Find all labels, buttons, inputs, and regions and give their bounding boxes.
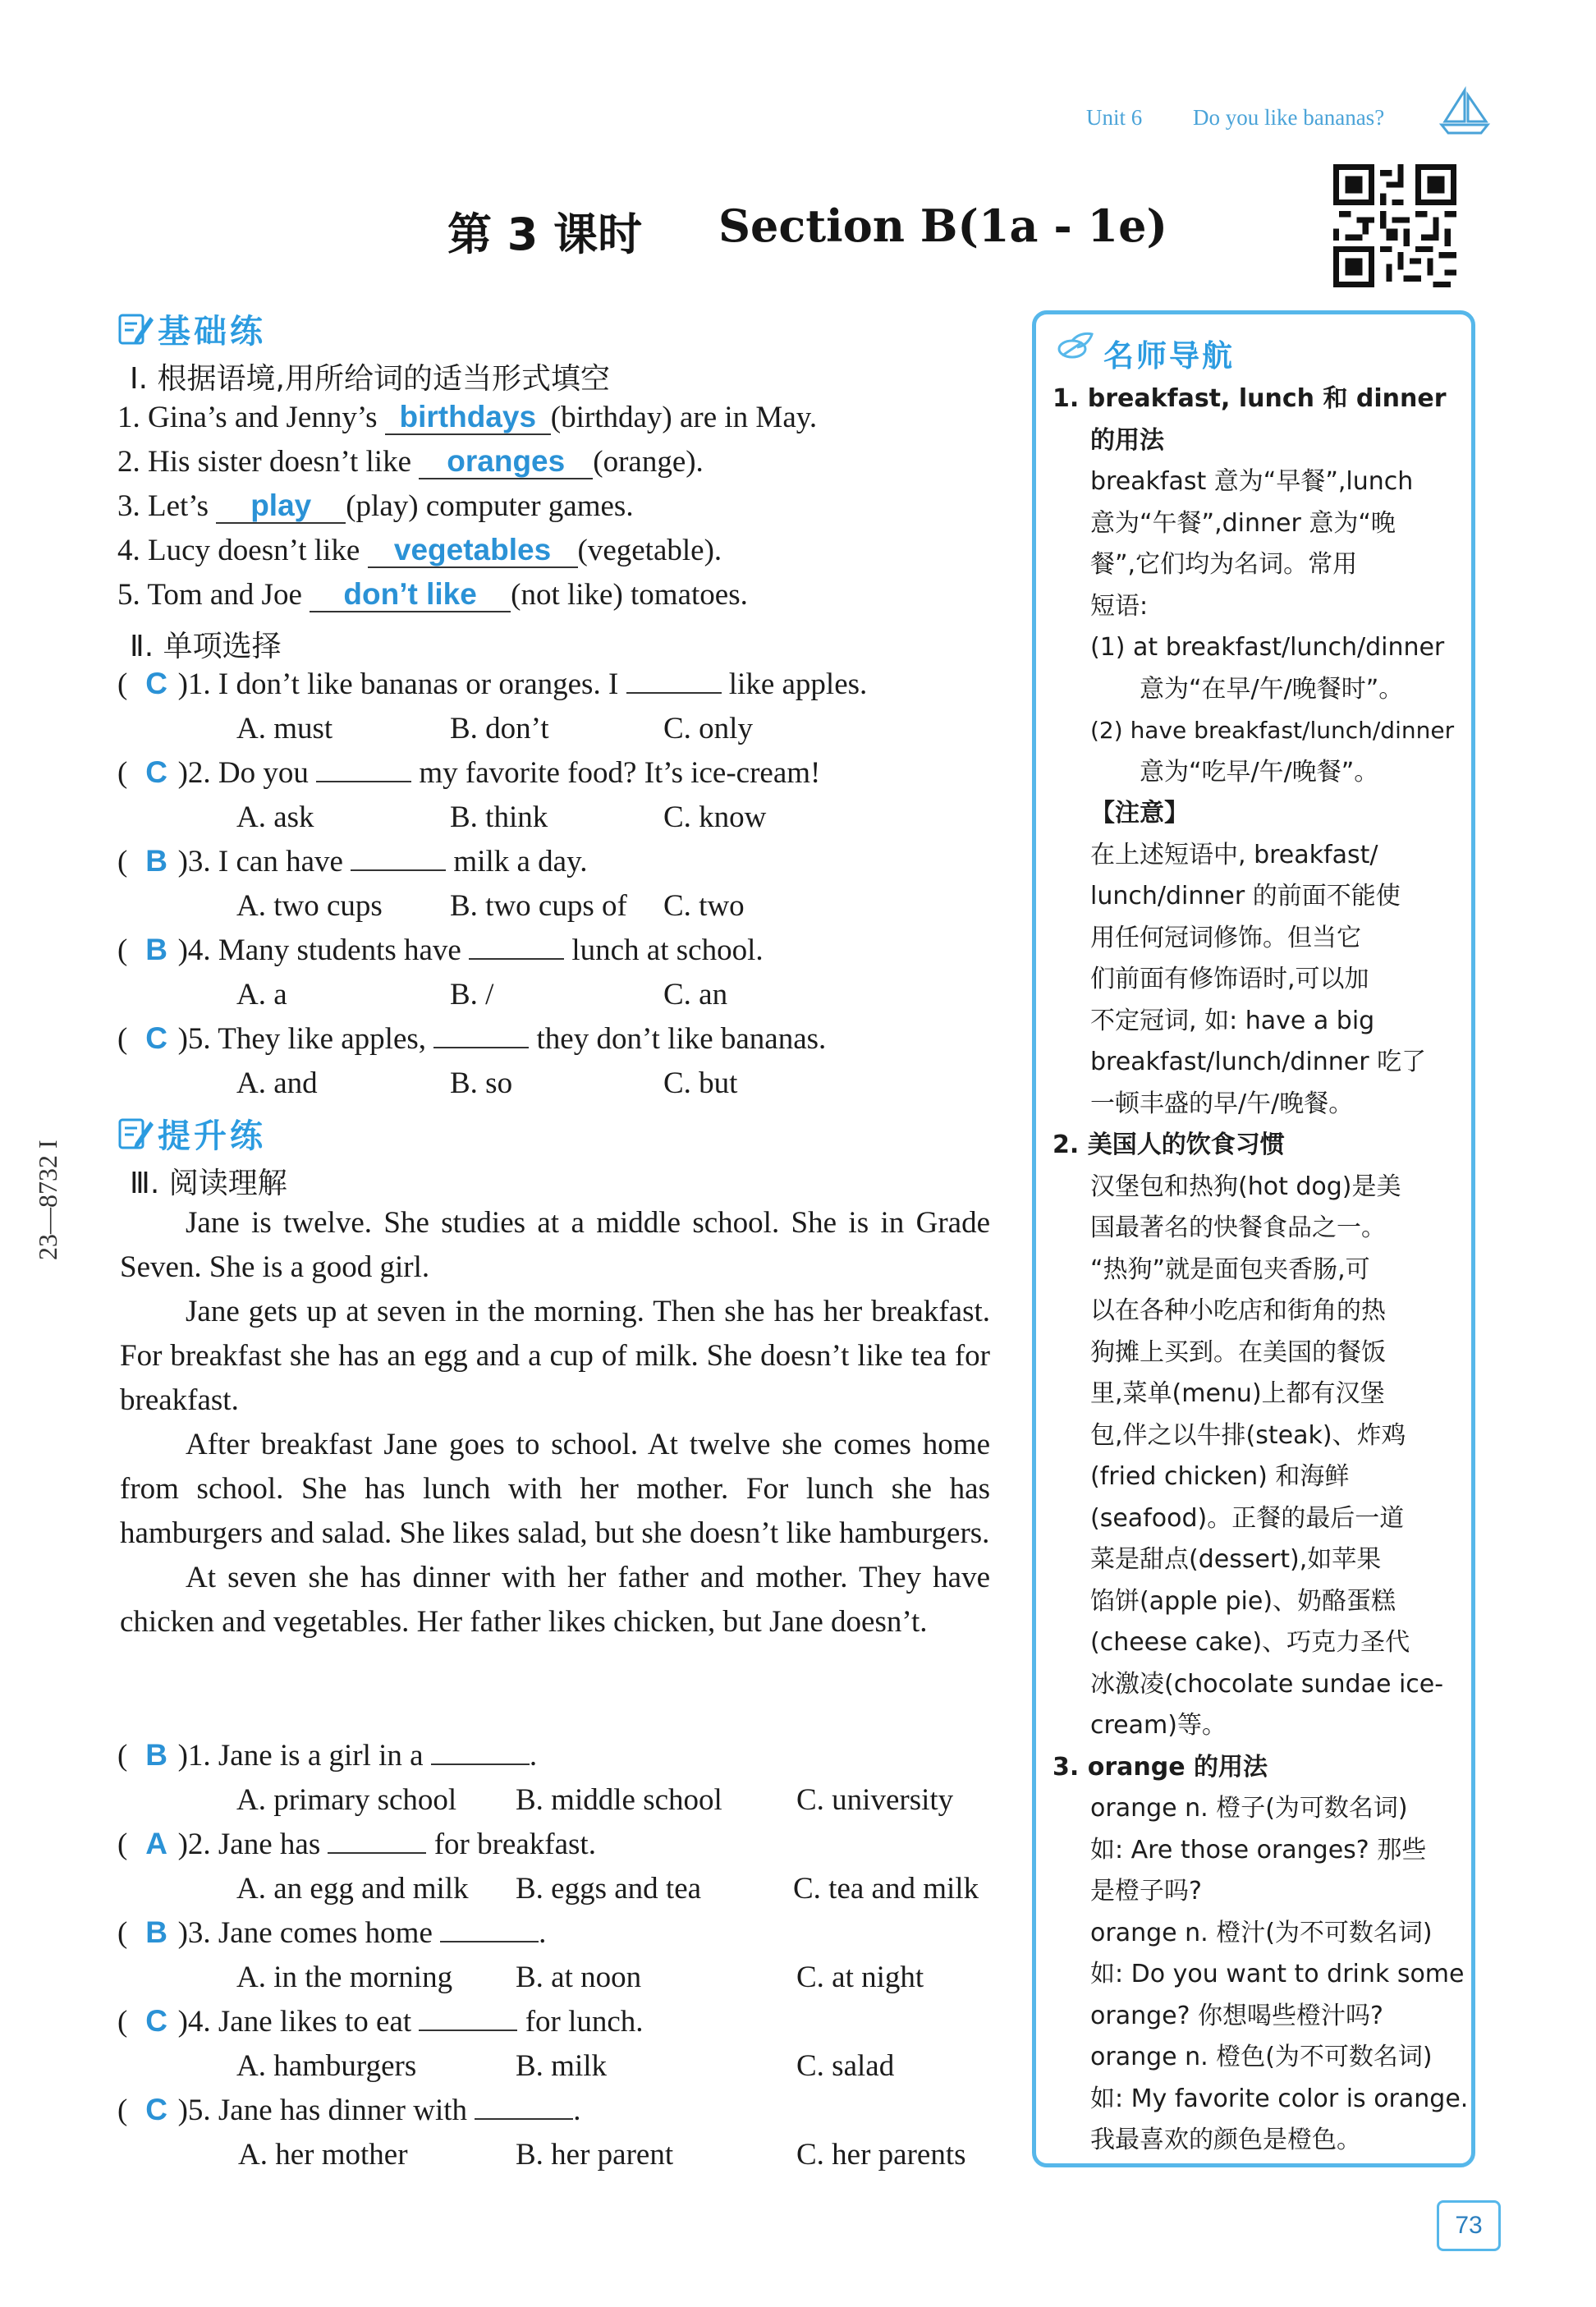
choice-option[interactable]: C. know [663, 800, 767, 834]
panel-line: orange n. 橙色(为不可数名词) [1090, 2043, 1433, 2071]
choice-option[interactable]: C. at night [796, 1961, 924, 1994]
panel-line: lunch/dinner 的前面不能使 [1090, 882, 1401, 910]
panel-line: breakfast 意为“早餐”,lunch [1090, 467, 1414, 496]
panel-line: (2) have breakfast/lunch/dinner [1090, 717, 1455, 744]
panel-line: 意为“在早/午/晚餐时”。 [1140, 674, 1404, 704]
compass-leaf-icon [1056, 331, 1095, 364]
panel-line: (fried chicken) 和海鲜 [1090, 1462, 1350, 1491]
panel-line: 意为“午餐”,dinner 意为“晚 [1090, 508, 1396, 538]
panel-line: 如: Do you want to drink some [1090, 1960, 1465, 1988]
choice-option[interactable]: A. primary school [236, 1783, 457, 1817]
pencil-note-icon [117, 1115, 155, 1151]
fill-item-4: 4. Lucy doesn’t like vegetables (vegetable). [117, 533, 722, 567]
side-code-wrap [33, 1096, 62, 1260]
choice-question-2: ( C )2. Do you my favorite food? It’s ice-cream! [117, 755, 821, 790]
choice-option[interactable]: B. at noon [516, 1961, 642, 1994]
reading-question-1: ( B )1. Jane is a girl in a . [117, 1738, 538, 1773]
choice-option[interactable]: B. milk [516, 2049, 608, 2083]
choice-answer[interactable]: B [145, 1738, 167, 1772]
section-heading-improve: 提升练 [158, 1117, 266, 1155]
panel-line: 们前面有修饰语时,可以加 [1090, 965, 1369, 993]
choice-option[interactable]: A. a [236, 978, 287, 1011]
answer-blank[interactable]: don’t like [310, 579, 511, 612]
choice-option[interactable]: C. her parents [796, 2138, 966, 2172]
panel-line: 冰激凌(chocolate sundae ice- [1090, 1669, 1444, 1699]
unit-label: Unit 6 [1086, 105, 1143, 130]
unit-title: Do you like bananas? [1193, 105, 1385, 130]
panel-line: (1) at breakfast/lunch/dinner [1090, 633, 1445, 662]
choice-answer[interactable]: C [145, 1021, 167, 1055]
panel-line: cream)等。 [1090, 1711, 1227, 1740]
choice-answer[interactable]: C [145, 2093, 167, 2126]
fill-item-3: 3. Let’s play (play) computer games. [117, 488, 634, 523]
part1-heading: Ⅰ. 根据语境,用所给词的适当形式填空 [130, 362, 610, 396]
panel-line: 如: Are those oranges? 那些 [1090, 1835, 1427, 1864]
choice-option[interactable]: A. and [236, 1066, 318, 1100]
choice-question-5: ( C )5. They like apples, they don’t like bananas. [117, 1021, 827, 1056]
panel-line: 如: My favorite color is orange. [1090, 2084, 1469, 2113]
panel-line: 狗摊上买到。在美国的餐饭 [1090, 1337, 1386, 1367]
reading-question-3: ( B )3. Jane comes home . [117, 1915, 547, 1950]
panel-line: breakfast/lunch/dinner 吃了 [1090, 1048, 1427, 1076]
pencil-note-icon [117, 310, 155, 346]
panel-line: 我最喜欢的颜色是橙色。 [1090, 2126, 1361, 2154]
panel-line: 国最著名的快餐食品之一。 [1090, 1213, 1386, 1242]
choice-option[interactable]: B. don’t [450, 712, 549, 745]
choice-option[interactable]: A. an egg and milk [236, 1872, 469, 1906]
choice-option[interactable]: C. salad [796, 2049, 895, 2083]
panel-line: orange? 你想喝些橙汁吗? [1090, 2001, 1383, 2030]
fill-item-1: 1. Gina’s and Jenny’s birthdays (birthday) are in May. [117, 400, 818, 434]
reading-question-2: ( A )2. Jane has for breakfast. [117, 1827, 596, 1861]
reading-question-4: ( C )4. Jane likes to eat for lunch. [117, 2004, 644, 2039]
choice-option[interactable]: B. / [450, 978, 494, 1011]
panel-title: 名师导航 [1103, 338, 1235, 374]
sailboat-icon [1438, 85, 1491, 138]
side-code: 23—8732 I [33, 1140, 62, 1260]
choice-option[interactable]: A. her mother [238, 2138, 408, 2172]
choice-option[interactable]: C. only [663, 712, 753, 745]
choice-option[interactable]: C. two [663, 889, 745, 923]
passage-paragraph: At seven she has dinner with her father and mother. They have chicken and vegetables. Her father likes chicken, but Jane doesn’t. [120, 1561, 990, 1639]
panel-line: 一顿丰盛的早/午/晚餐。 [1090, 1089, 1354, 1118]
choice-option[interactable]: C. but [663, 1066, 738, 1100]
panel-line: 在上述短语中, breakfast/ [1090, 840, 1378, 869]
part3-heading: Ⅲ. 阅读理解 [130, 1167, 287, 1200]
panel-line: “热狗”就是面包夹香肠,可 [1090, 1254, 1370, 1284]
choice-option[interactable]: A. hamburgers [236, 2049, 417, 2083]
panel-line: orange n. 橙汁(为不可数名词) [1090, 1918, 1433, 1947]
choice-answer[interactable]: B [145, 844, 167, 878]
panel-line: 包,伴之以牛排(steak)、炸鸡 [1090, 1420, 1406, 1450]
answer-blank[interactable]: birthdays [385, 401, 551, 435]
choice-option[interactable]: A. ask [236, 800, 314, 834]
choice-answer[interactable]: B [145, 1915, 167, 1949]
panel-line: (seafood)。正餐的最后一道 [1090, 1503, 1405, 1533]
panel-line: 2. 美国人的饮食习惯 [1053, 1131, 1285, 1159]
answer-blank[interactable]: oranges [419, 446, 593, 479]
teacher-tips-panel [1032, 310, 1475, 2167]
panel-line: 餐”,它们均为名词。常用 [1090, 550, 1358, 579]
panel-line: 3. orange 的用法 [1053, 1752, 1268, 1782]
fill-item-5: 5. Tom and Joe don’t like (not like) tomatoes. [117, 577, 748, 612]
choice-option[interactable]: C. an [663, 978, 728, 1011]
panel-line: 不定冠词, 如: have a big [1090, 1006, 1375, 1035]
choice-option[interactable]: B. middle school [516, 1783, 722, 1817]
section-title: Section B(1a - 1e) [718, 200, 1168, 252]
lesson-number: 第 3 课时 [447, 209, 643, 260]
choice-answer[interactable]: C [145, 667, 167, 700]
choice-answer[interactable]: B [145, 933, 167, 966]
choice-option[interactable]: A. must [236, 712, 333, 745]
panel-line: 以在各种小吃店和街角的热 [1090, 1296, 1386, 1325]
choice-option[interactable]: C. tea and milk [793, 1872, 979, 1906]
choice-question-4: ( B )4. Many students have lunch at school. [117, 933, 764, 967]
choice-option[interactable]: B. eggs and tea [516, 1872, 702, 1906]
panel-line: orange n. 橙子(为可数名词) [1090, 1794, 1408, 1823]
panel-body [1053, 378, 1469, 2162]
passage-paragraph: Jane is twelve. She studies at a middle school. She is in Grade Seven. She is a good girl. [120, 1206, 990, 1284]
panel-line: 用任何冠词修饰。但当它 [1090, 923, 1361, 952]
panel-line: 馅饼(apple pie)、奶酪蛋糕 [1090, 1586, 1396, 1616]
choice-answer[interactable]: C [145, 755, 167, 789]
choice-answer[interactable]: C [145, 2004, 167, 2038]
answer-blank[interactable]: vegetables [368, 534, 578, 568]
panel-line: 1. breakfast, lunch 和 dinner [1053, 384, 1447, 413]
answer-blank[interactable]: play [216, 490, 346, 524]
panel-line: 短语: [1090, 591, 1149, 621]
passage-paragraph: After breakfast Jane goes to school. At twelve she comes home from school. She has lunch with her mother. For lunch she has hamburgers and salad. She likes salad, but she doesn’t like hamburgers. [120, 1428, 990, 1550]
page-number: 73 [1437, 2200, 1501, 2251]
part2-heading: Ⅱ. 单项选择 [130, 630, 282, 663]
panel-line: 里,菜单(menu)上都有汉堡 [1090, 1379, 1385, 1408]
choice-option[interactable]: C. university [796, 1783, 954, 1817]
panel-line: 意为“吃早/午/晚餐”。 [1140, 757, 1379, 787]
choice-answer[interactable]: A [145, 1827, 167, 1860]
passage-paragraph: Jane gets up at seven in the morning. Then she has her breakfast. For breakfast she has an egg and a cup of milk. She doesn’t like tea for breakfast. [120, 1295, 990, 1417]
reading-passage [120, 1201, 990, 1644]
panel-note-heading: 【注意】 [1090, 799, 1189, 828]
fill-item-2: 2. His sister doesn’t like oranges (orange). [117, 444, 704, 479]
choice-question-3: ( B )3. I can have milk a day. [117, 844, 588, 878]
choice-option[interactable]: B. think [450, 800, 548, 834]
panel-line: 是橙子吗? [1090, 1877, 1202, 1906]
choice-option[interactable]: B. her parent [516, 2138, 674, 2172]
section-heading-basic: 基础练 [158, 313, 266, 351]
choice-option[interactable]: A. in the morning [236, 1961, 453, 1994]
choice-option[interactable]: B. so [450, 1066, 513, 1100]
choice-question-1: ( C )1. I don’t like bananas or oranges. I like apples. [117, 667, 868, 701]
qr-code[interactable] [1330, 164, 1460, 287]
panel-line: 汉堡包和热狗(hot dog)是美 [1090, 1172, 1401, 1201]
choice-option[interactable]: A. two cups [236, 889, 383, 923]
panel-line: 的用法 [1090, 425, 1164, 455]
choice-option[interactable]: B. two cups of [450, 889, 627, 923]
panel-line: (cheese cake)、巧克力圣代 [1090, 1628, 1410, 1657]
panel-line: 菜是甜点(dessert),如苹果 [1090, 1545, 1382, 1574]
reading-question-5: ( C )5. Jane has dinner with . [117, 2093, 581, 2127]
